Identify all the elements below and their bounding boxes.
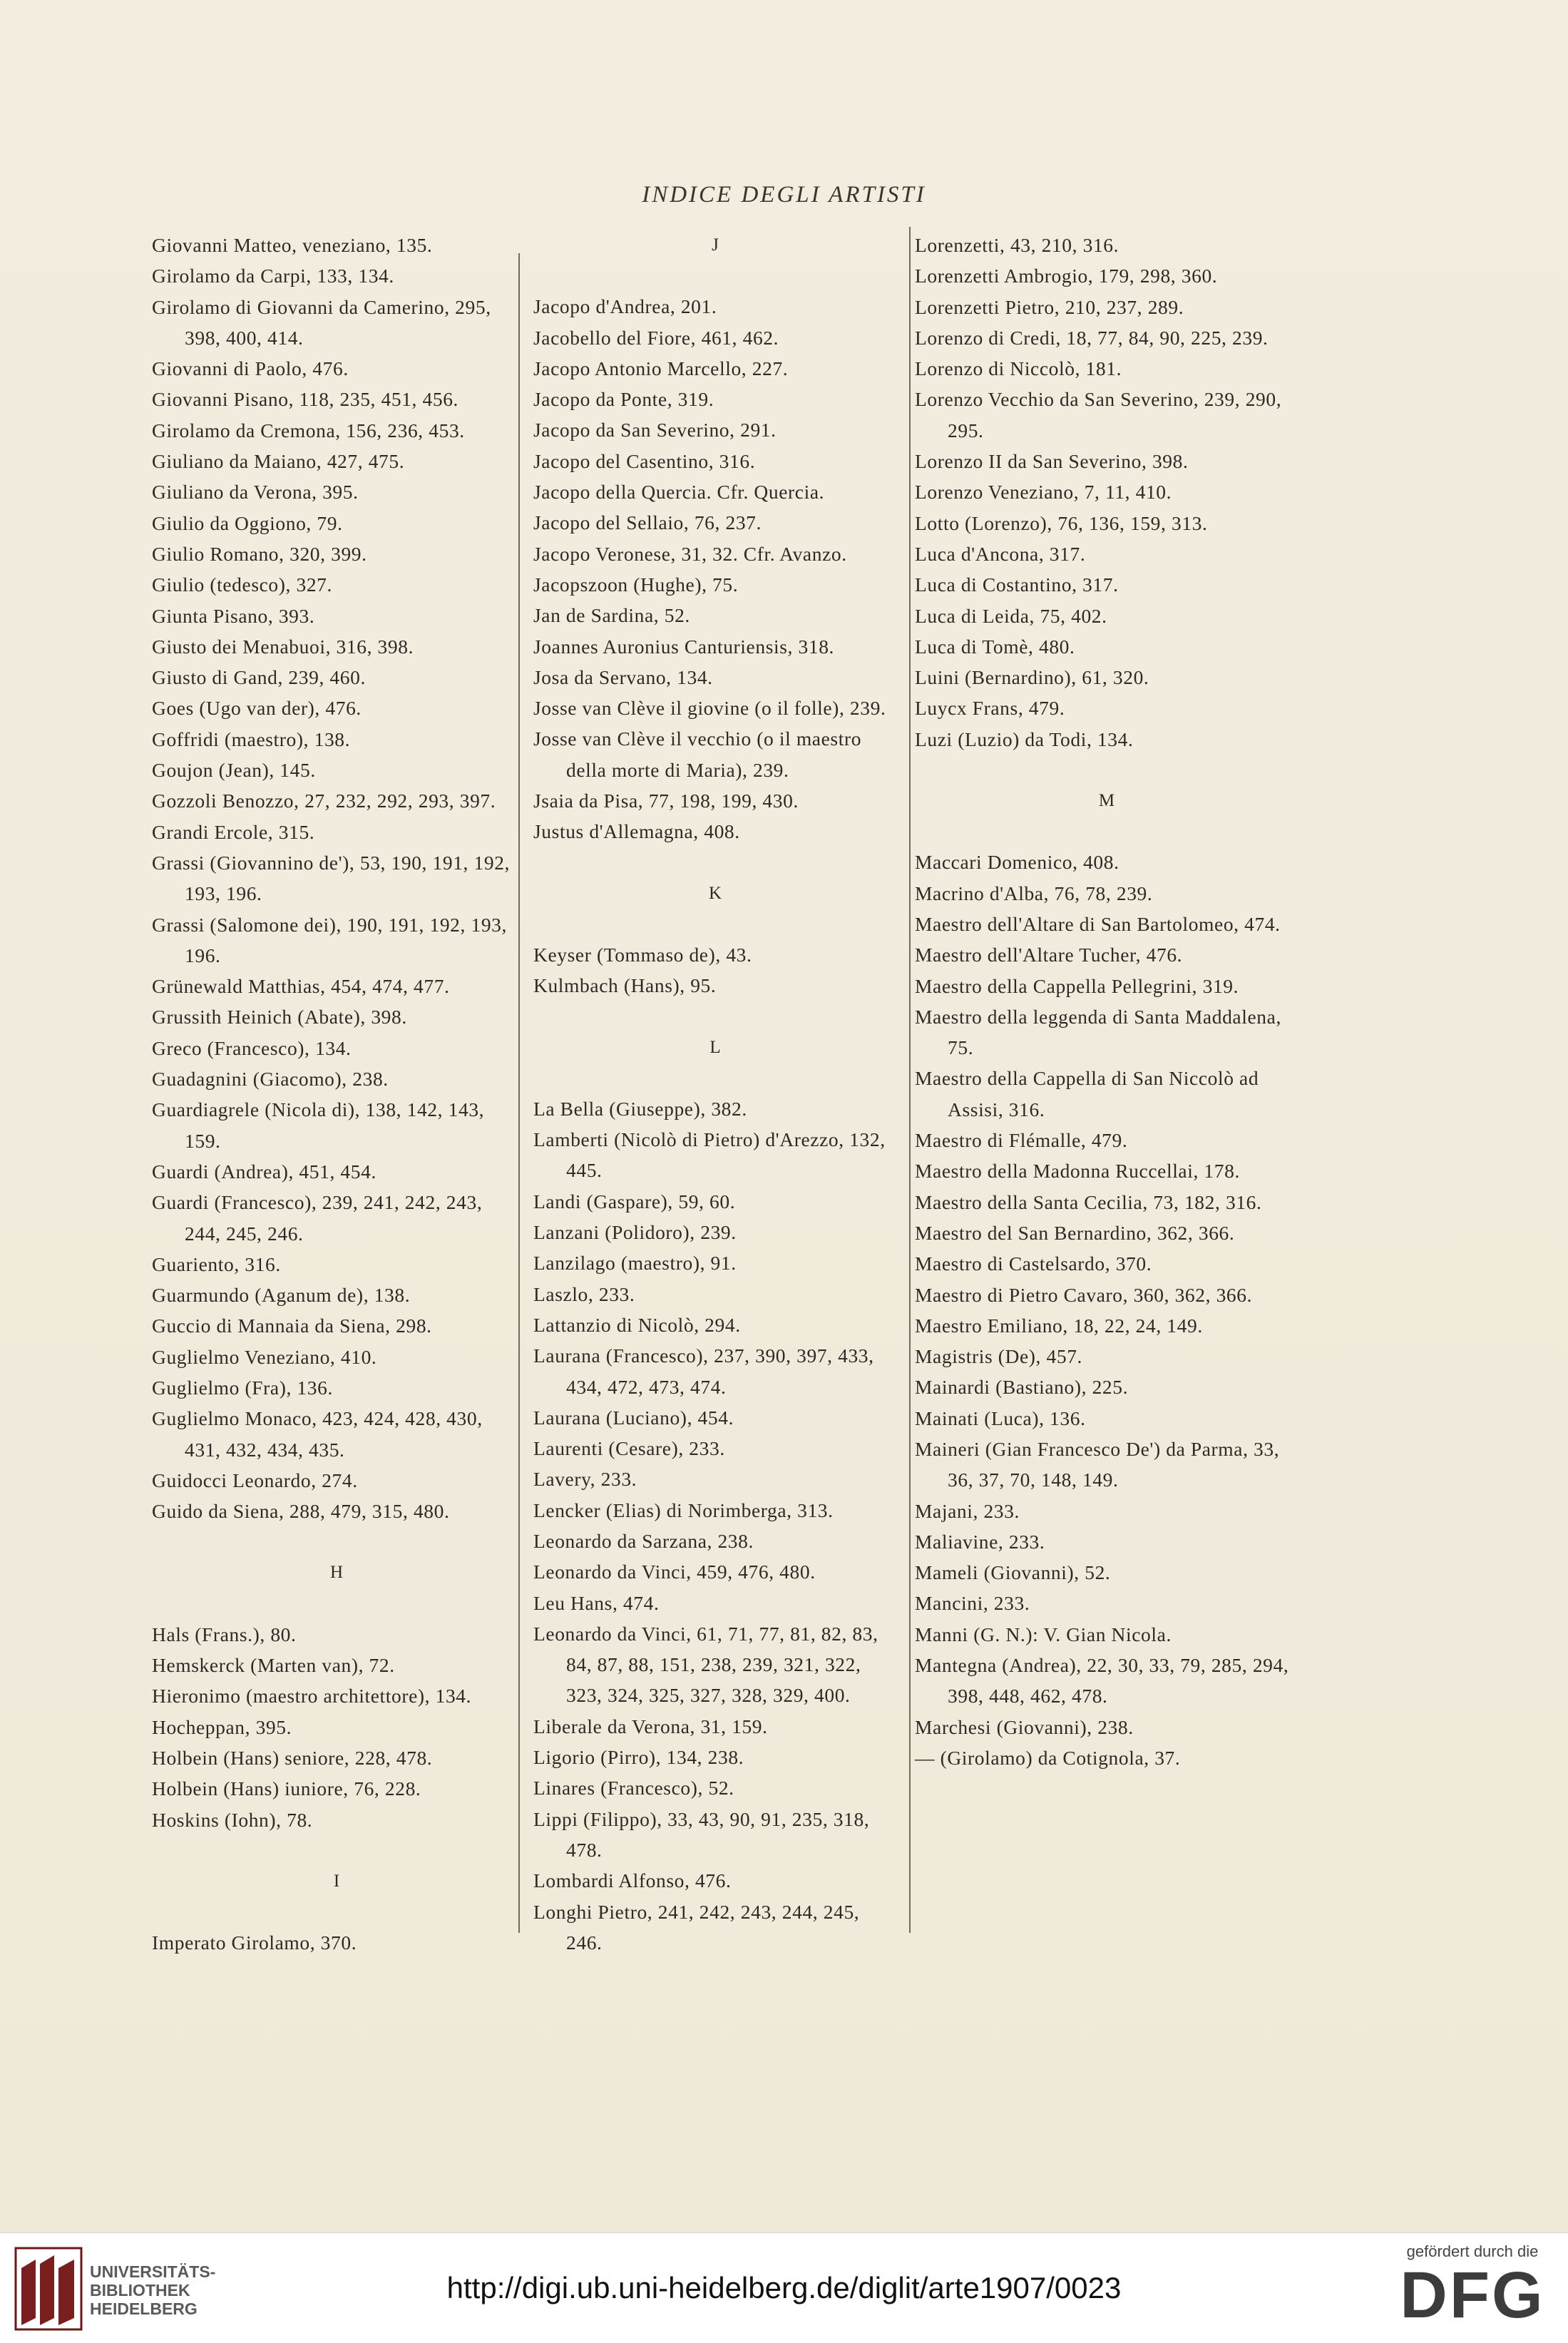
index-entry: Manni (G. N.): V. Gian Nicola. <box>915 1623 1172 1645</box>
index-entry: Josse van Clève il vecchio (o il maestro della morte di Maria), 239. <box>533 728 862 781</box>
index-entry: Lanzilago (maestro), 91. <box>533 1252 737 1275</box>
index-entry: Leonardo da Sarzana, 238. <box>533 1529 754 1552</box>
index-entry: Maestro Emiliano, 18, 22, 24, 149. <box>915 1314 1203 1337</box>
index-entry: Guardi (Andrea), 451, 454. <box>152 1160 376 1183</box>
index-entry: Lippi (Filippo), 33, 43, 90, 91, 235, 318, 478. <box>533 1807 870 1861</box>
index-entry: Jacopo da San Severino, 291. <box>533 419 777 441</box>
index-letter-heading: L <box>709 1037 722 1057</box>
index-entry: Jacobello del Fiore, 461, 462. <box>533 326 779 349</box>
index-entry: Lorenzetti Pietro, 210, 237, 289. <box>915 295 1184 318</box>
index-entry: Guidocci Leonardo, 274. <box>152 1469 358 1491</box>
index-entry: Landi (Gaspare), 59, 60. <box>533 1190 736 1213</box>
index-entry: Keyser (Tommaso de), 43. <box>533 943 752 966</box>
index-entry: Guardiagrele (Nicola di), 138, 142, 143, 159. <box>152 1098 485 1152</box>
index-entry: Lotto (Lorenzo), 76, 136, 159, 313. <box>915 511 1208 534</box>
index-entry: Laurenti (Cesare), 233. <box>533 1437 725 1460</box>
index-entry: Girolamo da Cremona, 156, 236, 453. <box>152 419 465 441</box>
index-entry: Lanzani (Polidoro), 239. <box>533 1221 737 1244</box>
index-entry: Giusto di Gand, 239, 460. <box>152 666 366 689</box>
index-entry: Giusto dei Menabuoi, 316, 398. <box>152 635 414 658</box>
index-entry: Longhi Pietro, 241, 242, 243, 244, 245, 246. <box>533 1900 860 1954</box>
index-entry: Lattanzio di Nicolò, 294. <box>533 1313 741 1336</box>
index-entry: La Bella (Giuseppe), 382. <box>533 1097 747 1120</box>
index-entry: Maestro di Pietro Cavaro, 360, 362, 366. <box>915 1283 1253 1306</box>
index-entry: Leu Hans, 474. <box>533 1591 660 1614</box>
index-entry: Lavery, 233. <box>533 1468 637 1491</box>
index-entry: Maestro di Flémalle, 479. <box>915 1129 1128 1152</box>
index-entry: Grandi Ercole, 315. <box>152 820 315 843</box>
index-entry: Grussith Heinich (Abate), 398. <box>152 1006 407 1028</box>
index-entry: Jacopo del Sellaio, 76, 237. <box>533 511 762 534</box>
index-entry: Majani, 233. <box>915 1499 1020 1522</box>
index-entry: Laurana (Francesco), 237, 390, 397, 433, 434, 472, 473, 474. <box>533 1344 874 1398</box>
index-entry: Guccio di Mannaia da Siena, 298. <box>152 1315 432 1337</box>
index-entry: Mainardi (Bastiano), 225. <box>915 1376 1129 1399</box>
index-entry: Imperato Girolamo, 370. <box>152 1931 357 1954</box>
source-url-link[interactable]: http://digi.ub.uni-heidelberg.de/diglit/arte1907/0023 <box>446 2271 1122 2304</box>
index-entry: Ligorio (Pirro), 134, 238. <box>533 1746 744 1769</box>
index-entry: Jacopszoon (Hughe), 75. <box>533 573 739 596</box>
funding-caption: gefördert durch die <box>1406 2242 1539 2260</box>
index-entry: Jacopo della Quercia. Cfr. Quercia. <box>533 481 825 504</box>
index-entry: Guariento, 316. <box>152 1252 281 1275</box>
index-entry: Lorenzo di Niccolò, 181. <box>915 357 1122 380</box>
index-letter-heading: J <box>712 235 720 255</box>
index-entry: Guglielmo Veneziano, 410. <box>152 1345 377 1368</box>
library-name-line: BIBLIOTHEK <box>90 2281 190 2299</box>
index-entry: Hemskerck (Marten van), 72. <box>152 1654 395 1677</box>
index-entry: Lombardi Alfonso, 476. <box>533 1869 732 1892</box>
index-entry: Goes (Ugo van der), 476. <box>152 697 362 720</box>
index-entry: Leonardo da Vinci, 459, 476, 480. <box>533 1561 816 1583</box>
index-entry: Maestro di Castelsardo, 370. <box>915 1252 1152 1275</box>
index-entry: Maestro della Santa Cecilia, 73, 182, 316. <box>915 1190 1262 1213</box>
index-entry: Lorenzo di Credi, 18, 77, 84, 90, 225, 239. <box>915 326 1269 349</box>
index-entry: Hals (Frans.), 80. <box>152 1623 297 1645</box>
index-entry: Maestro della Cappella Pellegrini, 319. <box>915 974 1239 997</box>
index-entry: Mameli (Giovanni), 52. <box>915 1561 1111 1584</box>
index-entry: Maineri (Gian Francesco De') da Parma, 33, 36, 37, 70, 148, 149. <box>915 1437 1280 1491</box>
index-entry: Hieronimo (maestro architettore), 134. <box>152 1685 472 1708</box>
index-entry: Hoskins (Iohn), 78. <box>152 1808 313 1831</box>
index-entry: Guardi (Francesco), 239, 241, 242, 243, 244, 245, 246. <box>152 1191 483 1245</box>
index-entry: Maliavine, 233. <box>915 1530 1045 1553</box>
index-entry: Holbein (Hans) iuniore, 76, 228. <box>152 1777 421 1800</box>
dfg-logo: DFG <box>1400 2259 1545 2332</box>
index-entry: Girolamo di Giovanni da Camerino, 295, 398, 400, 414. <box>152 295 491 349</box>
index-entry: Guglielmo (Fra), 136. <box>152 1376 333 1399</box>
index-entry: Girolamo da Carpi, 133, 134. <box>152 265 394 287</box>
index-entry: Goujon (Jean), 145. <box>152 759 316 782</box>
index-entry: Guarmundo (Aganum de), 138. <box>152 1284 411 1307</box>
index-entry: Joannes Auronius Canturiensis, 318. <box>533 635 835 658</box>
index-entry: Guido da Siena, 288, 479, 315, 480. <box>152 1500 450 1523</box>
index-entry: Giulio (tedesco), 327. <box>152 573 333 596</box>
index-entry: Jsaia da Pisa, 77, 198, 199, 430. <box>533 790 799 812</box>
index-entry: Leonardo da Vinci, 61, 71, 77, 81, 82, 83, 84, 87, 88, 151, 238, 239, 321, 322, 323, 324, 325, 327, 328, 329, 400. <box>533 1622 878 1707</box>
index-entry: Marchesi (Giovanni), 238. <box>915 1715 1134 1738</box>
index-column-3 <box>915 230 1300 1941</box>
index-letter-heading: H <box>329 1563 345 1583</box>
index-entry: Lorenzo II da San Severino, 398. <box>915 450 1189 473</box>
index-entry: Justus d'Allemagna, 408. <box>533 820 740 843</box>
index-entry: Holbein (Hans) seniore, 228, 478. <box>152 1746 433 1769</box>
index-entry: Giulio Romano, 320, 399. <box>152 542 367 565</box>
index-entry: Linares (Francesco), 52. <box>533 1777 734 1800</box>
index-entry: Macrino d'Alba, 76, 78, 239. <box>915 882 1153 904</box>
index-entry: Jacopo d'Andrea, 201. <box>533 295 717 318</box>
index-entry: Guadagnini (Giacomo), 238. <box>152 1068 389 1091</box>
index-entry: Giovanni Pisano, 118, 235, 451, 456. <box>152 388 459 411</box>
index-entry: Luca di Tomè, 480. <box>915 635 1075 658</box>
index-entry: Magistris (De), 457. <box>915 1345 1083 1368</box>
index-entry: Hocheppan, 395. <box>152 1715 292 1738</box>
index-entry: Lorenzetti, 43, 210, 316. <box>915 234 1119 256</box>
index-entry: Laurana (Luciano), 454. <box>533 1406 734 1429</box>
index-entry: Giuliano da Verona, 395. <box>152 481 359 504</box>
index-entry: Giuliano da Maiano, 427, 475. <box>152 450 405 473</box>
index-entry: Maestro dell'Altare di San Bartolomeo, 474. <box>915 912 1281 935</box>
index-entry: Giovanni Matteo, veneziano, 135. <box>152 234 433 256</box>
index-entry: Mancini, 233. <box>915 1592 1030 1615</box>
index-entry: Lencker (Elias) di Norimberga, 313. <box>533 1499 834 1521</box>
library-name-line: UNIVERSITÄTS- <box>90 2262 216 2281</box>
index-entry: Maestro della Madonna Ruccellai, 178. <box>915 1160 1240 1183</box>
column-rule-right <box>909 227 911 1933</box>
index-entry: Giovanni di Paolo, 476. <box>152 357 349 380</box>
index-entry: Luini (Bernardino), 61, 320. <box>915 666 1149 689</box>
index-entry: Maccari Domenico, 408. <box>915 851 1119 874</box>
index-entry: Kulmbach (Hans), 95. <box>533 974 717 997</box>
index-entry: Giunta Pisano, 393. <box>152 604 315 627</box>
library-name-line: HEIDELBERG <box>90 2299 198 2318</box>
index-entry: Grünewald Matthias, 454, 474, 477. <box>152 975 450 998</box>
index-entry: Lorenzetti Ambrogio, 179, 298, 360. <box>915 265 1218 287</box>
index-entry: Jacopo Veronese, 31, 32. Cfr. Avanzo. <box>533 542 847 565</box>
index-entry: Luzi (Luzio) da Todi, 134. <box>915 728 1134 750</box>
index-entry: Grassi (Giovannino de'), 53, 190, 191, 192, 193, 196. <box>152 851 511 905</box>
index-entry: Josa da Servano, 134. <box>533 665 713 688</box>
index-letter-heading: I <box>333 1871 342 1891</box>
index-entry: Maestro del San Bernardino, 362, 366. <box>915 1221 1235 1244</box>
index-entry: Lorenzo Vecchio da San Severino, 239, 290, 295. <box>915 388 1282 441</box>
index-entry: Luca di Costantino, 317. <box>915 573 1119 596</box>
index-letter-heading: M <box>1098 791 1117 811</box>
index-column-2 <box>533 230 898 1954</box>
index-entry: Jacopo da Ponte, 319. <box>533 388 714 411</box>
index-entry: Grassi (Salomone dei), 190, 191, 192, 193, 196. <box>152 913 507 966</box>
index-entry: Liberale da Verona, 31, 159. <box>533 1715 768 1737</box>
index-entry: Gozzoli Benozzo, 27, 232, 292, 293, 397. <box>152 790 496 812</box>
index-entry: Goffridi (maestro), 138. <box>152 728 351 750</box>
index-entry: Jacopo Antonio Marcello, 227. <box>533 357 789 379</box>
index-entry: Maestro dell'Altare Tucher, 476. <box>915 944 1183 966</box>
index-entry: Giulio da Oggiono, 79. <box>152 511 343 534</box>
index-entry: Jacopo del Casentino, 316. <box>533 449 756 472</box>
index-entry: Greco (Francesco), 134. <box>152 1036 352 1059</box>
index-entry: Guglielmo Monaco, 423, 424, 428, 430, 431, 432, 434, 435. <box>152 1407 483 1461</box>
index-entry: Lorenzo Veneziano, 7, 11, 410. <box>915 481 1172 504</box>
index-column-1 <box>152 230 523 1954</box>
index-entry: Mainati (Luca), 136. <box>915 1407 1086 1429</box>
index-entry: — (Girolamo) da Cotignola, 37. <box>915 1746 1181 1769</box>
running-head: INDICE DEGLI ARTISTI <box>642 182 926 208</box>
index-entry: Lamberti (Nicolò di Pietro) d'Arezzo, 132, 445. <box>533 1128 886 1182</box>
index-letter-heading: K <box>708 883 724 903</box>
index-entry: Maestro della leggenda di Santa Maddalena, 75. <box>915 1005 1281 1059</box>
index-entry: Jan de Sardina, 52. <box>533 604 690 627</box>
index-entry: Mantegna (Andrea), 22, 30, 33, 79, 285, 294, 398, 448, 462, 478. <box>915 1654 1289 1708</box>
index-entry: Laszlo, 233. <box>533 1282 635 1305</box>
index-entry: Maestro della Cappella di San Niccolò ad Assisi, 316. <box>915 1067 1259 1121</box>
index-entry: Luycx Frans, 479. <box>915 697 1065 720</box>
index-entry: Luca di Leida, 75, 402. <box>915 604 1107 627</box>
index-entry: Josse van Clève il giovine (o il folle), 239. <box>533 697 886 720</box>
index-entry: Luca d'Ancona, 317. <box>915 542 1086 565</box>
